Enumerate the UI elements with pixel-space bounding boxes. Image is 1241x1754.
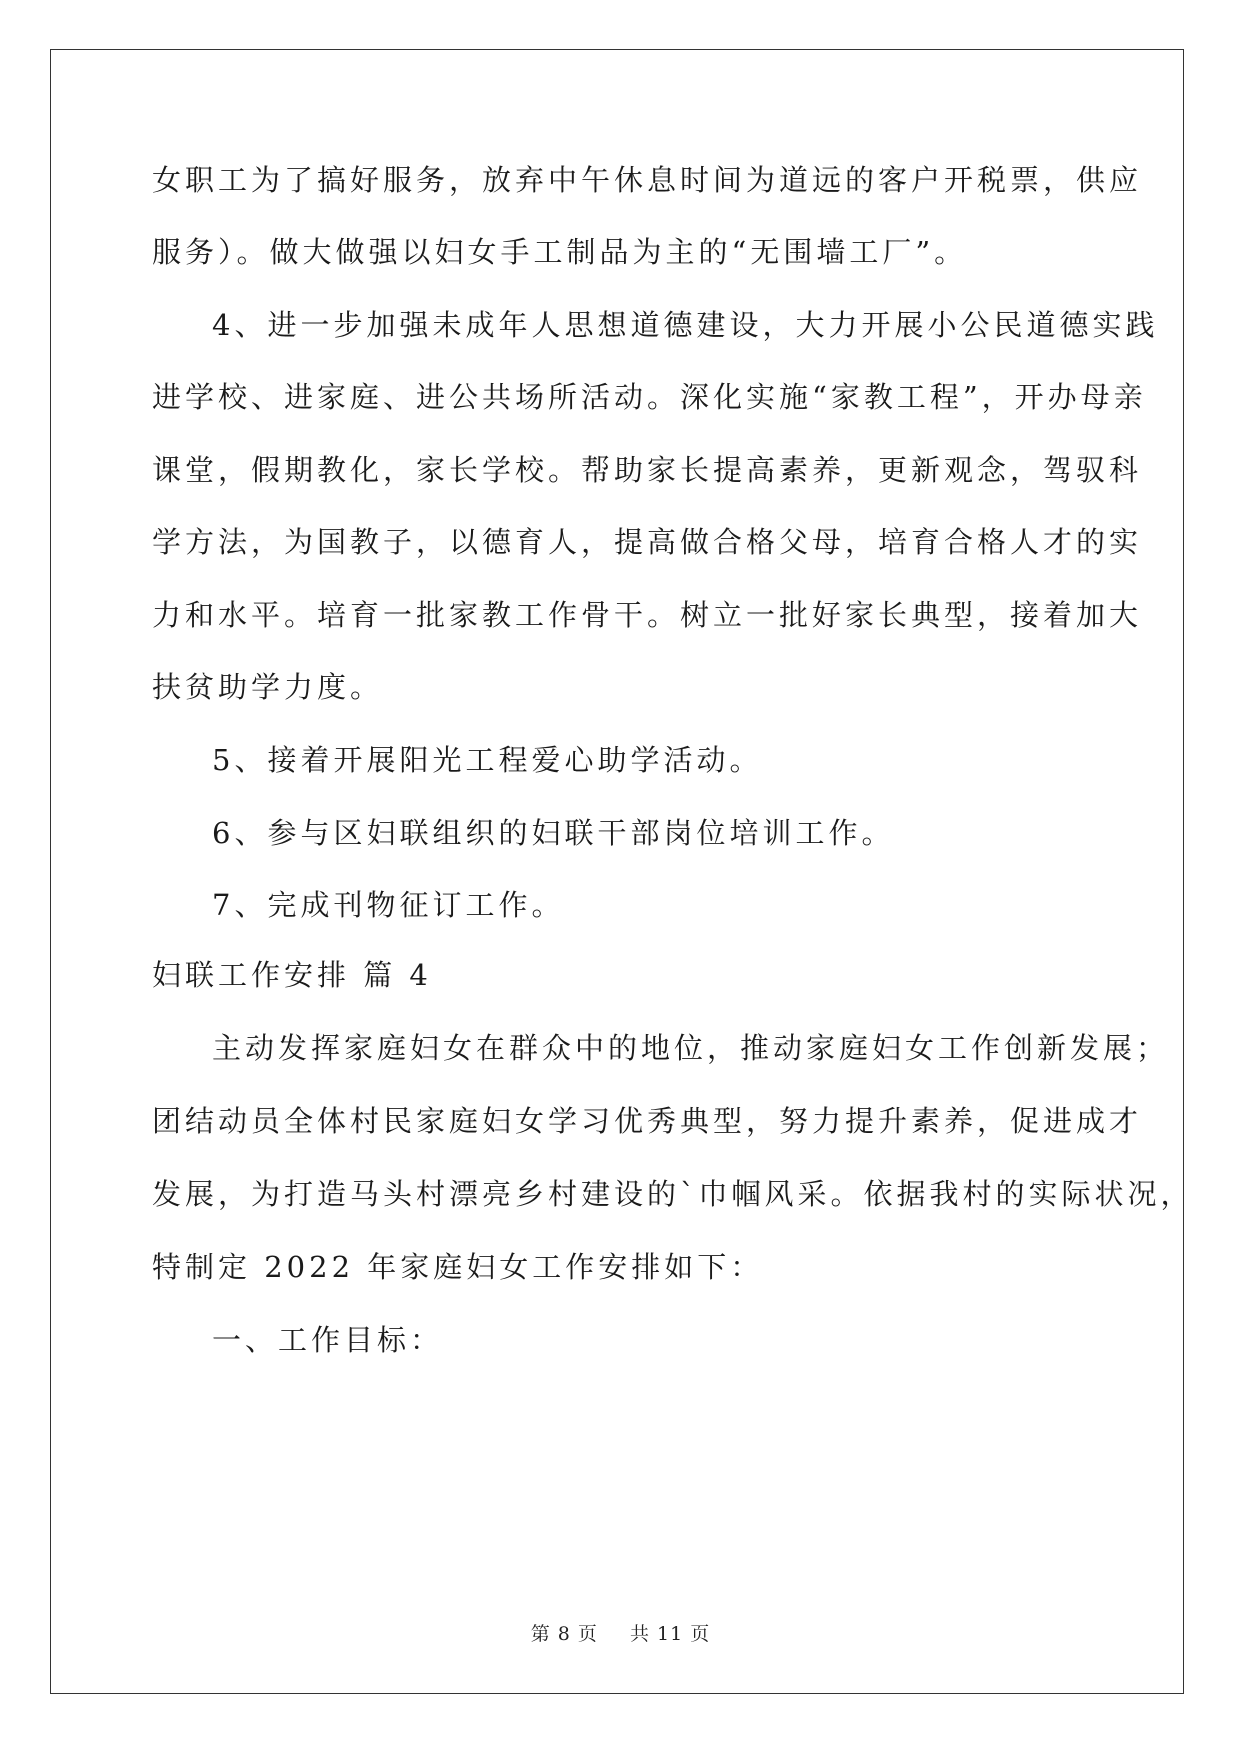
body-line: 课堂，假期教化，家长学校。帮助家长提高素养，更新观念，驾驭科 [152,453,1143,487]
body-line: 主动发挥家庭妇女在群众中的地位，推动家庭妇女工作创新发展； [212,1031,1170,1065]
body-line: 团结动员全体村民家庭妇女学习优秀典型，努力提升素养，促进成才 [152,1104,1143,1138]
body-line: 服务）。做大做强以妇女手工制品为主的“无围墙工厂”。 [152,235,968,269]
page-border [50,49,1184,1694]
page-number: 第 8 页 [530,1623,598,1645]
body-line: 力和水平。培育一批家教工作骨干。树立一批好家长典型，接着加大 [152,598,1143,632]
body-line: 发展，为打造马头村漂亮乡村建设的`巾帼风采。依据我村的实际状况， [152,1177,1194,1211]
list-item-4: 4、进一步加强未成年人思想道德建设，大力开展小公民道德实践 [212,308,1159,342]
subheading-goals: 一、工作目标： [212,1323,444,1357]
body-line: 女职工为了搞好服务，放弃中午休息时间为道远的客户开税票，供应 [152,163,1143,197]
page-total: 共 11 页 [630,1623,711,1645]
page-footer [0,1619,1241,1646]
list-item-5: 5、接着开展阳光工程爱心助学活动。 [212,743,763,777]
list-item-6: 6、参与区妇联组织的妇联干部岗位培训工作。 [212,816,895,850]
body-line: 进学校、进家庭、进公共场所活动。深化实施“家教工程”，开办母亲 [152,380,1147,414]
body-line: 学方法，为国教子，以德育人，提高做合格父母，培育合格人才的实 [152,525,1143,559]
body-line: 扶贫助学力度。 [152,670,384,704]
section-heading: 妇联工作安排 篇 4 [152,958,432,992]
list-item-7: 7、完成刊物征订工作。 [212,888,565,922]
body-line: 特制定 2022 年家庭妇女工作安排如下： [152,1250,764,1284]
